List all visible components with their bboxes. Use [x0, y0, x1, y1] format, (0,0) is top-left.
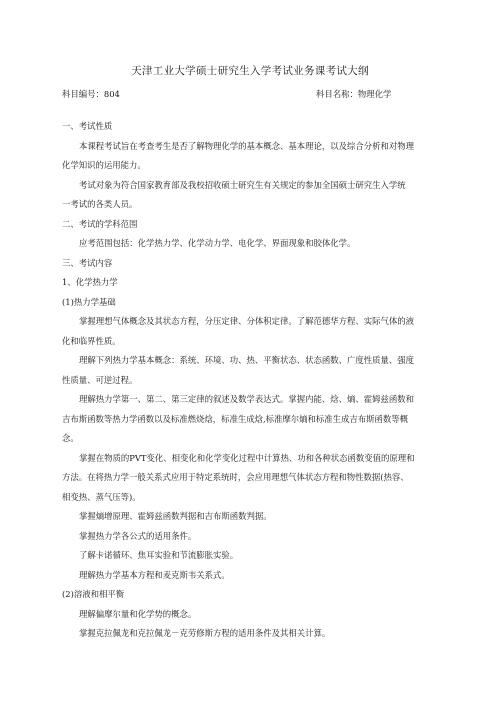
- paragraph-line: 掌握理想气体概念及其状态方程，分压定律、分体积定律。了解范德华方程、实际气体的液: [79, 316, 414, 326]
- section-heading-exam-nature: 一、考试性质: [62, 121, 113, 131]
- paragraph-line: 性质量、可逆过程。: [62, 374, 138, 385]
- paragraph-line: 掌握克拉佩龙和克拉佩龙－克劳修斯方程的适用条件及其相关计算。: [79, 628, 331, 638]
- paragraph-line: 相变热、蒸气压等)。: [62, 491, 141, 502]
- paragraph-line: 吉布斯函数等热力学函数以及标准燃烧焓，标准生成焓,标准摩尔熵和标准生成吉布斯函数等概: [62, 413, 409, 424]
- paragraph-line: 掌握热力学各公式的适用条件。: [79, 530, 197, 541]
- paragraph-line: 一考试的各类人员。: [62, 199, 138, 209]
- paragraph-line: 理解偏摩尔量和化学势的概念。: [79, 608, 197, 619]
- paragraph-line: 化学知识的运用能力。: [62, 160, 146, 170]
- paragraph-line: 考试对象为符合国家教育部及我校招收硕士研究生有关规定的参加全国硕士研究生入学统: [79, 179, 406, 190]
- document-body: [62, 117, 444, 644]
- section-heading-content: 三、考试内容: [62, 257, 113, 268]
- subject-name: 科目名称：物理化学: [316, 89, 392, 99]
- paragraph-line: 理解热力学基本方程和麦克斯韦关系式。: [79, 569, 230, 580]
- paragraph-line: 理解下列热力学基本概念：系统、环境、功、热、平衡状态、状态函数、广度性质量、强度: [79, 355, 414, 365]
- paragraph-line: 方法。在将热力学一般关系式应用于特定系统时，会应用理想气体状态方程和物性数据(热容、: [62, 472, 409, 482]
- subsection-heading: 1、化学热力学: [62, 277, 118, 287]
- paragraph-line: 理解热力学第一、第二、第三定律的叙述及数学表达式。掌握内能、焓、熵、霍姆兹函数和: [79, 394, 414, 404]
- paragraph-line: 化和临界性质。: [62, 335, 121, 346]
- paragraph-line: 念。: [62, 433, 79, 443]
- paragraph-line: 掌握在物质的PVT变化、相变化和化学变化过程中计算热、功和各种状态函数变值的原理和: [79, 452, 415, 463]
- subsection-heading: (1)热力学基础: [62, 296, 116, 307]
- paragraph-line: 掌握熵增原理、霍姆兹函数判据和吉布斯函数判据。: [79, 511, 272, 521]
- subsection-heading: (2)溶液和相平衡: [62, 589, 125, 599]
- paragraph-line: 了解卡诺循环、焦耳实验和节流膨胀实验。: [79, 550, 239, 560]
- paragraph-line: 本课程考试旨在考查考生是否了解物理化学的基本概念、基本理论，以及综合分析和对物理: [79, 140, 414, 151]
- section-heading-scope: 二、考试的学科范围: [62, 218, 138, 229]
- page-title: 天津工业大学硕士研究生入学考试业务课考试大纲: [131, 65, 369, 77]
- subject-code: 科目编号：804: [62, 89, 120, 99]
- paragraph-line: 应考范围包括：化学热力学、化学动力学、电化学、界面现象和胶体化学。: [79, 238, 356, 248]
